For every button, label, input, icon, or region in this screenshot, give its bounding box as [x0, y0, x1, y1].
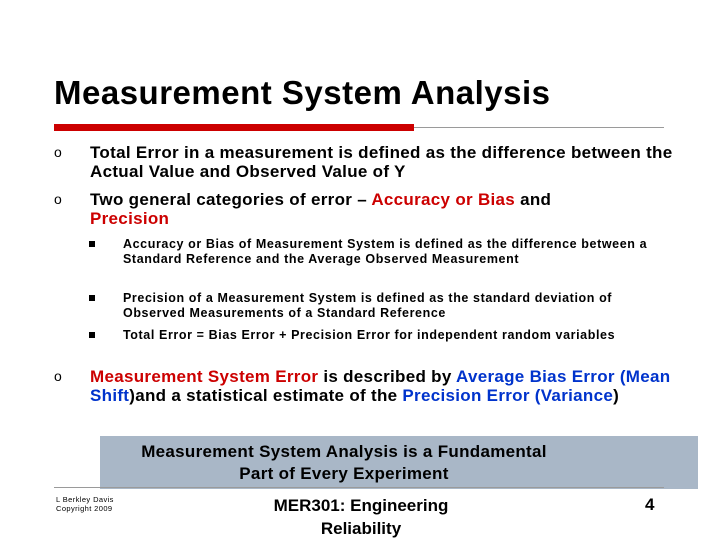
bullet-measurement-system-error	[54, 367, 680, 405]
sub-bullet-text: Accuracy or Bias of Measurement System is defined as the difference between a Standard Reference and the Average Observed Measurement	[123, 237, 648, 266]
bullet-text: and	[515, 190, 552, 209]
sub-bullet-accuracy	[123, 237, 668, 267]
bullet-text: )	[613, 386, 620, 405]
bullet-error-categories	[54, 190, 690, 228]
sub-bullet-text: Total Error = Bias Error + Precision Error for independent random variables	[123, 328, 616, 342]
course-line-2: Reliability	[320, 519, 402, 538]
title-accent-bar	[54, 124, 414, 131]
copyright: Copyright 2009	[56, 504, 113, 513]
course-line-1: MER301: Engineering	[273, 496, 449, 515]
bullet-total-error	[54, 143, 690, 181]
bullet-marker: o	[54, 191, 63, 207]
highlight-precision: Precision	[90, 209, 170, 228]
sub-bullet-total-error	[123, 328, 668, 343]
footer-divider	[54, 487, 664, 488]
footer-author	[56, 495, 114, 513]
slide-title: Measurement System Analysis	[54, 74, 551, 111]
sub-bullet-precision	[123, 291, 643, 321]
sub-bullet-marker	[89, 332, 95, 338]
highlight-accuracy: Accuracy or Bias	[371, 190, 516, 209]
highlight-mse: Measurement System Error	[90, 367, 319, 386]
footer-course	[254, 494, 468, 540]
highlight-precision-error: Precision Error (Variance	[402, 386, 614, 405]
highlight-bias-error: Average Bias Error (Mean Shift	[90, 367, 671, 405]
sub-bullet-text: Precision of a Measurement System is defined as the standard deviation of Observed Measurements of a Standard Reference	[123, 291, 613, 320]
callout-line-2: Part of Every Experiment	[239, 464, 449, 483]
bullet-text: )and a statistical estimate of the	[129, 386, 403, 405]
bullet-marker: o	[54, 144, 63, 160]
callout-box	[100, 436, 698, 489]
bullet-text: Total Error in a measurement is defined as the difference between the Actual Value and Observed Value of Y	[90, 143, 673, 181]
bullet-text: Two general categories of error –	[90, 190, 372, 209]
sub-bullet-marker	[89, 295, 95, 301]
sub-bullet-marker	[89, 241, 95, 247]
bullet-marker: o	[54, 368, 63, 384]
bullet-text: is described by	[318, 367, 456, 386]
page-number: 4	[645, 495, 655, 514]
author-name: L Berkley Davis	[56, 495, 114, 504]
callout-line-1: Measurement System Analysis is a Fundamental	[141, 442, 547, 461]
